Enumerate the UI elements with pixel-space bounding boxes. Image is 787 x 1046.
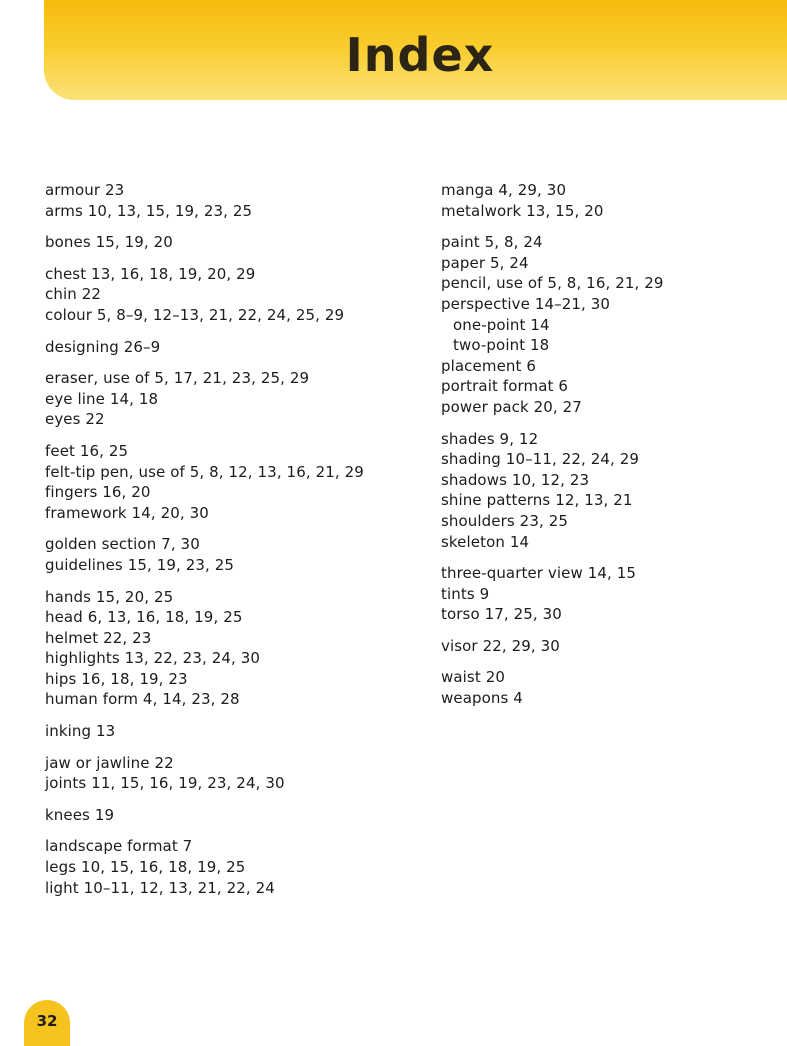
index-entry: jaw or jawline 22 [45,753,174,772]
index-entry: landscape format 7 [45,837,193,856]
index-entry: visor 22, 29, 30 [441,636,560,655]
index-entry: helmet 22, 23 [45,628,152,647]
index-entry: shine patterns 12, 13, 21 [441,491,633,510]
index-entry: skeleton 14 [441,532,530,551]
index-entry: designing 26–9 [45,337,161,356]
index-entry: weapons 4 [441,689,523,708]
index-entry: pencil, use of 5, 8, 16, 21, 29 [441,274,664,293]
index-entry: paper 5, 24 [441,253,529,272]
index-entry: eraser, use of 5, 17, 21, 23, 25, 29 [45,369,310,388]
index-entry: shades 9, 12 [441,429,539,448]
index-entry: arms 10, 13, 15, 19, 23, 25 [45,201,253,220]
index-entry: eyes 22 [45,410,105,429]
page-number-tab [24,1000,70,1046]
index-entry: metalwork 13, 15, 20 [441,201,604,220]
index-entry: inking 13 [45,722,116,741]
index-entry: human form 4, 14, 23, 28 [45,690,240,709]
index-group-m [441,180,781,221]
index-entry: shoulders 23, 25 [441,511,568,530]
index-group-i [45,721,385,742]
index-entry: power pack 20, 27 [441,397,582,416]
index-group-c [45,264,385,326]
index-entry: felt-tip pen, use of 5, 8, 12, 13, 16, 21, 29 [45,462,364,481]
index-entry: paint 5, 8, 24 [441,233,543,252]
index-group-w [441,667,781,708]
index-group-t [441,563,781,625]
index-entry: fingers 16, 20 [45,483,151,502]
index-group-h [45,587,385,711]
index-entry: framework 14, 20, 30 [45,503,209,522]
index-entry: head 6, 13, 16, 18, 19, 25 [45,608,243,627]
index-entry: chin 22 [45,285,101,304]
index-entry: hands 15, 20, 25 [45,587,174,606]
index-group-p [441,232,781,417]
index-entry: light 10–11, 12, 13, 21, 22, 24 [45,878,275,897]
index-entry: highlights 13, 22, 23, 24, 30 [45,649,261,668]
index-group-f [45,441,385,523]
index-group-g [45,534,385,575]
index-entry: bones 15, 19, 20 [45,233,173,252]
index-entry: knees 19 [45,805,115,824]
index-entry: armour 23 [45,181,125,199]
page-number: 32 [36,1012,58,1030]
index-entry: colour 5, 8–9, 12–13, 21, 22, 24, 25, 29 [45,305,345,324]
index-entry: legs 10, 15, 16, 18, 19, 25 [45,858,246,877]
index-entry: three-quarter view 14, 15 [441,564,637,583]
index-entry: shading 10–11, 22, 24, 29 [441,450,640,469]
index-group-e [45,368,385,430]
index-subentry: one-point 14 [453,315,550,334]
index-entry: chest 13, 16, 18, 19, 20, 29 [45,264,256,283]
index-entry: guidelines 15, 19, 23, 25 [45,555,235,574]
index-group-j [45,753,385,794]
index-entry: waist 20 [441,668,505,687]
index-entry: tints 9 [441,584,490,603]
index-subentry: two-point 18 [453,336,550,355]
index-entry: perspective 14–21, 30 [441,294,611,313]
index-group-d [45,337,385,358]
index-entry: portrait format 6 [441,377,568,396]
index-group-l [45,836,385,898]
index-group-k [45,805,385,826]
index-entry: hips 16, 18, 19, 23 [45,669,188,688]
index-column-right [441,180,781,720]
index-entry: golden section 7, 30 [45,535,200,554]
index-entry: manga 4, 29, 30 [441,181,567,199]
index-entry: eye line 14, 18 [45,389,159,408]
index-group-a [45,180,385,221]
page-title: Index [345,28,495,82]
index-group-v [441,636,781,657]
index-entry: shadows 10, 12, 23 [441,470,590,489]
index-entry: joints 11, 15, 16, 19, 23, 24, 30 [45,774,285,793]
index-entry: torso 17, 25, 30 [441,605,562,624]
index-column-left [45,180,385,909]
index-entry: feet 16, 25 [45,441,129,460]
index-entry: placement 6 [441,356,536,375]
index-group-b [45,232,385,253]
index-group-s [441,429,781,553]
